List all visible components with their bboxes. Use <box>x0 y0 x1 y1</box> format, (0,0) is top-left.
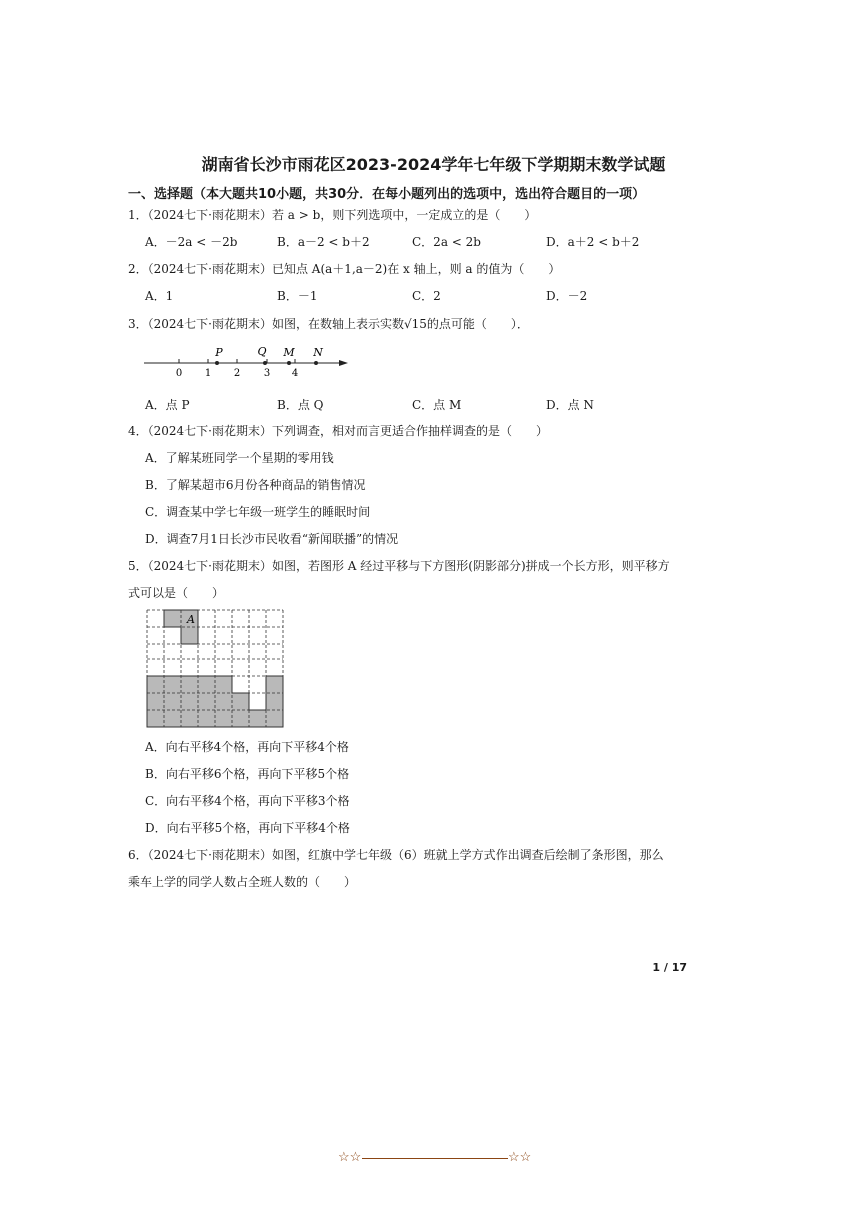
point-m <box>287 361 291 365</box>
question-5-option-c: C．向右平移4个格，再向下平移3个格 <box>145 794 350 808</box>
point-q <box>263 361 267 365</box>
question-2-option-c: C．2 <box>412 289 441 303</box>
question-1-option-c: C．2a < 2b <box>412 235 481 249</box>
figure-a-label: A <box>187 613 195 626</box>
number-line-figure <box>140 342 355 380</box>
question-3-option-a: A．点 P <box>145 398 190 412</box>
question-2-option-d: D．－2 <box>546 289 588 303</box>
question-4-option-d: D．调查7月1日长沙市民收看“新闻联播”的情况 <box>145 532 399 546</box>
footer-stars-left: ☆☆ <box>338 1150 362 1165</box>
question-1-option-a: A．－2a < －2b <box>145 235 238 249</box>
section-heading: 一、选择题（本大题共10小题，共30分．在每小题列出的选项中，选出符合题目的一项） <box>128 187 646 202</box>
tick-label-2: 2 <box>233 368 241 379</box>
question-4-option-a: A．了解某班同学一个星期的零用钱 <box>145 451 334 465</box>
question-2-option-a: A．1 <box>145 289 174 303</box>
question-4-option-c: C．调查某中学七年级一班学生的睡眠时间 <box>145 505 371 519</box>
page-number: 1 / 17 <box>652 961 687 974</box>
number-line-arrow <box>339 360 348 366</box>
question-2-stem: 2．（2024七下·雨花期末）已知点 A(a＋1,a－2)在 x 轴上，则 a 的值为（ ） <box>128 262 561 276</box>
point-p <box>215 361 219 365</box>
tick-label-1: 1 <box>204 368 212 379</box>
point-label-n: N <box>313 346 323 359</box>
question-6-stem-line2: 乘车上学的同学人数占全班人数的（ ） <box>128 875 357 889</box>
footer-divider <box>362 1158 508 1159</box>
grid-figure <box>146 609 286 729</box>
point-label-q: Q <box>257 345 267 358</box>
question-1-option-d: D．a＋2 < b＋2 <box>546 235 640 249</box>
question-3-option-c: C．点 M <box>412 398 462 412</box>
question-3-option-b: B．点 Q <box>277 398 324 412</box>
question-3-stem: 3．（2024七下·雨花期末）如图，在数轴上表示实数√15的点可能（ ）． <box>128 317 529 331</box>
point-label-m: M <box>283 346 295 359</box>
tick-label-3: 3 <box>263 368 271 379</box>
question-5-option-d: D．向右平移5个格，再向下平移4个格 <box>145 821 350 835</box>
question-4-stem: 4．（2024七下·雨花期末）下列调查，相对而言更适合作抽样调查的是（ ） <box>128 424 548 438</box>
question-1-stem: 1．（2024七下·雨花期末）若 a > b，则下列选项中，一定成立的是（ ） <box>128 208 537 222</box>
question-4-option-b: B．了解某超市6月份各种商品的销售情况 <box>145 478 366 492</box>
question-3-option-d: D．点 N <box>546 398 594 412</box>
question-6-stem-line1: 6．（2024七下·雨花期末）如图，红旗中学七年级（6）班就上学方式作出调查后绘制了条形图，那么 <box>128 848 664 862</box>
tick-label-0: 0 <box>175 368 183 379</box>
page-title: 湖南省长沙市雨花区2023-2024学年七年级下学期期末数学试题 <box>201 155 666 174</box>
question-5-option-b: B．向右平移6个格，再向下平移5个格 <box>145 767 350 781</box>
tick-label-4: 4 <box>291 368 299 379</box>
footer-ornament <box>338 1148 532 1170</box>
question-5-stem-line2: 式可以是（ ） <box>128 586 225 600</box>
question-2-option-b: B．－1 <box>277 289 318 303</box>
point-label-p: P <box>215 346 223 359</box>
question-5-option-a: A．向右平移4个格，再向下平移4个格 <box>145 740 349 754</box>
point-n <box>314 361 318 365</box>
question-1-option-b: B．a－2 < b＋2 <box>277 235 370 249</box>
question-5-stem-line1: 5．（2024七下·雨花期末）如图，若图形 A 经过平移与下方图形(阴影部分)拼成一个长方形，则平移方 <box>128 559 670 573</box>
footer-stars-right: ☆☆ <box>508 1150 532 1165</box>
